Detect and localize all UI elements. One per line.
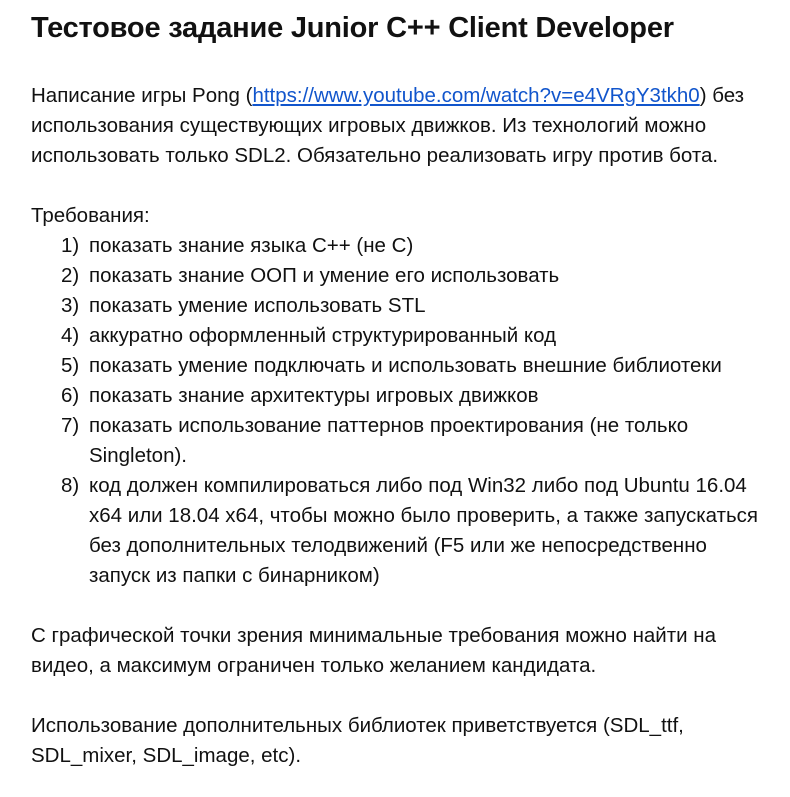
requirement-item-2 (31, 261, 769, 291)
requirement-text: аккуратно оформленный структурированный код (89, 324, 557, 347)
youtube-link[interactable]: https://www.youtube.com/watch?v=e4VRgY3tkh0 (252, 84, 700, 107)
requirement-text: код должен компилироваться либо под Win32 либо под Ubuntu 16.04 x64 или 18.04 x64, чтобы можно было проверить, а также запускаться без дополнительных телодвижений (F5 или же непосредственно запуск из папки с бинарником) (89, 474, 758, 587)
requirement-item-4 (31, 321, 769, 351)
requirement-number: 8) (61, 474, 80, 497)
requirement-text: показать умение использовать STL (89, 294, 426, 317)
requirement-number: 7) (61, 414, 80, 437)
requirement-item-1 (31, 231, 769, 261)
requirement-number: 1) (61, 234, 80, 257)
requirement-number: 2) (61, 264, 80, 287)
requirement-item-6 (31, 381, 769, 411)
requirement-item-5 (31, 351, 769, 381)
intro-paragraph (31, 81, 761, 171)
document-title: Тестовое задание Junior C++ Client Developer (31, 12, 674, 44)
requirements-label: Требования: (31, 204, 150, 227)
requirement-text: показать знание архитектуры игровых движков (89, 384, 539, 407)
graphics-note-paragraph: С графической точки зрения минимальные требования можно найти на видео, а максимум ограничен только желанием кандидата. (31, 624, 717, 677)
requirement-text: показать умение подключать и использовать внешние библиотеки (89, 354, 722, 377)
requirements-list (31, 231, 790, 591)
libraries-note-paragraph: Использование дополнительных библиотек приветствуется (SDL_ttf, SDL_mixer, SDL_image, etc). (31, 714, 684, 767)
intro-text-before-link: Написание игры Pong ( (31, 84, 253, 107)
requirement-number: 3) (61, 294, 80, 317)
intro-text-after-link: ) без использования существующих игровых движков. Из технологий можно использовать только SDL2. Обязательно реализовать игру против бота. (31, 84, 745, 167)
requirement-number: 5) (61, 354, 80, 377)
requirement-number: 4) (61, 324, 80, 347)
requirement-item-8 (31, 471, 769, 591)
requirement-text: показать знание языка С++ (не С) (89, 234, 414, 257)
requirement-item-7 (31, 411, 769, 471)
requirement-number: 6) (61, 384, 80, 407)
requirement-text: показать знание ООП и умение его использовать (89, 264, 560, 287)
requirement-text: показать использование паттернов проектирования (не только Singleton). (89, 414, 689, 467)
requirement-item-3 (31, 291, 769, 321)
